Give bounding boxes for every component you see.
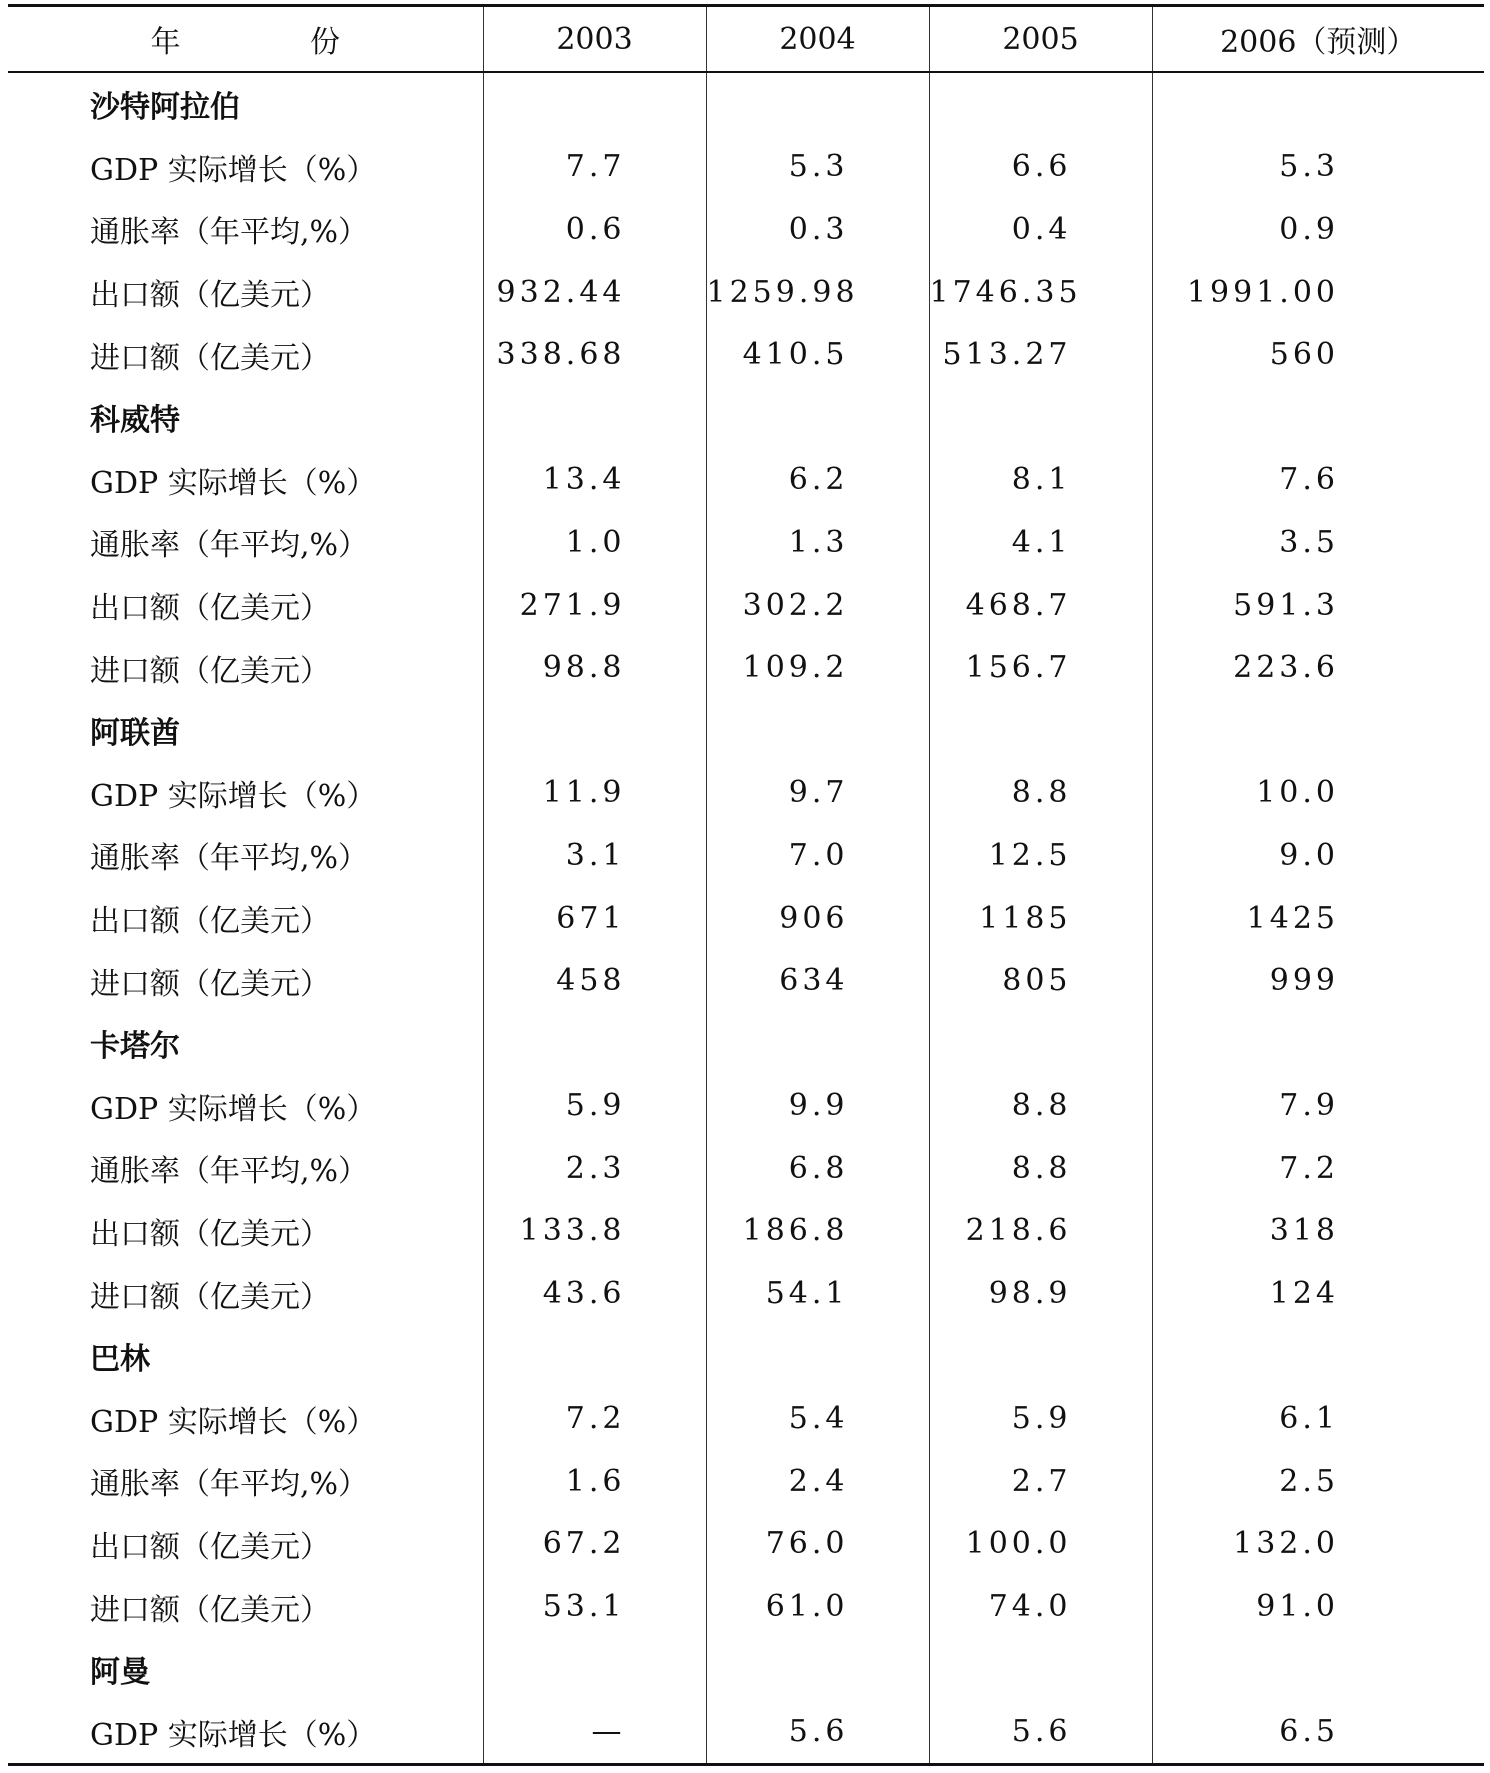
cell-value: 1.0 xyxy=(565,524,626,560)
indicator-label: 进口额（亿美元） xyxy=(90,1592,330,1628)
empty-cell xyxy=(706,72,929,136)
indicator-label: 出口额（亿美元） xyxy=(90,1216,330,1252)
value-cell xyxy=(1152,824,1484,887)
table-row xyxy=(8,574,1484,637)
cell-value: 6.1 xyxy=(1279,1401,1339,1437)
cell-value: 1185 xyxy=(979,900,1072,936)
value-cell xyxy=(483,1387,706,1450)
cell-value: 74.0 xyxy=(988,1589,1072,1625)
empty-cell xyxy=(483,386,706,449)
value-cell xyxy=(1152,1387,1484,1450)
value-cell xyxy=(929,136,1152,199)
value-cell xyxy=(706,636,929,699)
value-cell xyxy=(929,1513,1152,1576)
header-year-2004: 2004 xyxy=(706,6,929,73)
value-cell xyxy=(706,323,929,386)
cell-value: 9.9 xyxy=(788,1088,849,1124)
country-row xyxy=(8,699,1484,762)
indicator-label: 进口额（亿美元） xyxy=(90,653,330,689)
cell-value: 8.8 xyxy=(1011,1150,1072,1186)
value-cell xyxy=(483,1075,706,1138)
value-cell xyxy=(1152,949,1484,1012)
empty-cell xyxy=(483,699,706,762)
table-row xyxy=(8,824,1484,887)
cell-value: 13.4 xyxy=(542,462,626,498)
indicator-label: 通胀率（年平均,%） xyxy=(90,528,369,564)
value-cell xyxy=(483,323,706,386)
cell-value: 6.2 xyxy=(788,462,849,498)
cell-value: 302.2 xyxy=(742,587,849,623)
value-cell xyxy=(706,261,929,324)
cell-value: 1991.00 xyxy=(1186,274,1339,310)
empty-cell xyxy=(929,1325,1152,1388)
value-cell xyxy=(929,1450,1152,1513)
value-cell xyxy=(1152,198,1484,261)
cell-value: 1.6 xyxy=(565,1463,626,1499)
indicator-label: GDP 实际增长（%） xyxy=(8,1700,483,1764)
empty-cell xyxy=(929,386,1152,449)
value-cell xyxy=(483,1513,706,1576)
value-cell xyxy=(1152,1575,1484,1638)
table-row xyxy=(8,136,1484,199)
table-row xyxy=(8,449,1484,512)
cell-value: 468.7 xyxy=(965,587,1072,623)
header-year-label: 年 份 xyxy=(8,6,483,73)
cell-value: 5.6 xyxy=(788,1714,849,1750)
empty-cell xyxy=(706,699,929,762)
cell-value: 2.7 xyxy=(1011,1463,1072,1499)
empty-cell xyxy=(1152,1325,1484,1388)
cell-value: 7.6 xyxy=(1279,462,1339,498)
cell-value: 8.1 xyxy=(1011,462,1072,498)
indicator-label: GDP 实际增长（%） xyxy=(90,778,377,814)
value-cell xyxy=(483,636,706,699)
value-cell xyxy=(483,1200,706,1263)
cell-value: 3.1 xyxy=(565,837,626,873)
empty-cell xyxy=(1152,72,1484,136)
value-cell xyxy=(483,574,706,637)
cell-value: 999 xyxy=(1269,963,1339,999)
empty-cell xyxy=(706,1325,929,1388)
cell-value: 109.2 xyxy=(742,650,849,686)
value-cell xyxy=(706,1513,929,1576)
value-cell xyxy=(706,1200,929,1263)
cell-value: 0.9 xyxy=(1279,211,1339,247)
value-cell xyxy=(1152,1262,1484,1325)
empty-cell xyxy=(1152,1012,1484,1075)
cell-value: 7.2 xyxy=(565,1401,626,1437)
value-cell xyxy=(1152,1513,1484,1576)
indicator-label: 通胀率（年平均,%） xyxy=(90,1467,369,1503)
cell-value: 10.0 xyxy=(1256,775,1339,811)
value-cell xyxy=(483,949,706,1012)
value-cell xyxy=(483,198,706,261)
value-cell xyxy=(706,887,929,950)
table-row xyxy=(8,511,1484,574)
value-cell xyxy=(1152,323,1484,386)
value-cell xyxy=(483,261,706,324)
country-row xyxy=(8,386,1484,449)
value-cell xyxy=(483,1450,706,1513)
value-cell xyxy=(929,1137,1152,1200)
table-row xyxy=(8,1575,1484,1638)
value-cell xyxy=(706,1700,929,1764)
value-cell xyxy=(929,261,1152,324)
value-cell xyxy=(929,1075,1152,1138)
empty-cell xyxy=(929,72,1152,136)
indicator-label: GDP 实际增长（%） xyxy=(90,152,377,188)
cell-value: 560 xyxy=(1269,337,1339,373)
cell-value: 1259.98 xyxy=(706,274,859,310)
header-year-2003: 2003 xyxy=(483,6,706,73)
empty-cell xyxy=(483,1012,706,1075)
header-row xyxy=(8,6,1484,73)
indicator-label: 通胀率（年平均,%） xyxy=(90,841,369,877)
cell-value: 1.3 xyxy=(788,524,849,560)
value-cell xyxy=(1152,449,1484,512)
empty-cell xyxy=(1152,1638,1484,1701)
value-cell xyxy=(929,574,1152,637)
country-name: 卡塔尔 xyxy=(90,1029,180,1065)
indicator-label: GDP 实际增长（%） xyxy=(90,1404,377,1440)
cell-value: 410.5 xyxy=(742,337,849,373)
indicator-label: 出口额（亿美元） xyxy=(90,591,330,627)
table-row xyxy=(8,1513,1484,1576)
empty-cell xyxy=(483,1638,706,1701)
cell-value: 458 xyxy=(556,963,626,999)
value-cell xyxy=(929,449,1152,512)
value-cell xyxy=(483,762,706,825)
value-cell xyxy=(706,762,929,825)
table-row xyxy=(8,1450,1484,1513)
cell-value: 5.3 xyxy=(1279,149,1339,185)
empty-cell xyxy=(706,386,929,449)
cell-value: 1425 xyxy=(1246,900,1339,936)
value-cell xyxy=(483,824,706,887)
value-cell xyxy=(706,1075,929,1138)
country-name: 巴林 xyxy=(90,1342,150,1378)
empty-cell xyxy=(929,1012,1152,1075)
value-cell xyxy=(929,1575,1152,1638)
table-row xyxy=(8,1200,1484,1263)
table-row xyxy=(8,949,1484,1012)
cell-value: 53.1 xyxy=(542,1589,626,1625)
value-cell xyxy=(706,136,929,199)
cell-value: 7.7 xyxy=(565,149,626,185)
value-cell xyxy=(483,887,706,950)
cell-value: 9.0 xyxy=(1279,837,1339,873)
value-cell xyxy=(483,511,706,574)
cell-value: 91.0 xyxy=(1256,1589,1339,1625)
table-row xyxy=(8,1700,1484,1764)
cell-value: 932.44 xyxy=(496,274,626,310)
value-cell xyxy=(1152,636,1484,699)
cell-value: 5.9 xyxy=(565,1088,626,1124)
country-name: 科威特 xyxy=(90,403,180,439)
empty-cell xyxy=(929,1638,1152,1701)
country-row xyxy=(8,72,1484,136)
cell-value: 54.1 xyxy=(765,1276,849,1312)
cell-value: 591.3 xyxy=(1233,587,1339,623)
country-row xyxy=(8,1012,1484,1075)
indicator-label: 出口额（亿美元） xyxy=(90,904,330,940)
value-cell xyxy=(929,824,1152,887)
value-cell xyxy=(483,449,706,512)
value-cell xyxy=(706,511,929,574)
cell-value: 124 xyxy=(1269,1276,1339,1312)
value-cell xyxy=(483,1262,706,1325)
indicator-label: 出口额（亿美元） xyxy=(90,278,330,314)
cell-value: 805 xyxy=(1002,963,1072,999)
value-cell xyxy=(929,887,1152,950)
cell-value: 156.7 xyxy=(965,650,1072,686)
cell-value: 0.3 xyxy=(788,211,849,247)
cell-value: 671 xyxy=(556,900,626,936)
value-cell xyxy=(706,574,929,637)
value-cell xyxy=(706,949,929,1012)
cell-value: 0.4 xyxy=(1011,211,1072,247)
cell-value: 0.6 xyxy=(565,211,626,247)
indicator-label: 出口额（亿美元） xyxy=(90,1529,330,1565)
country-row xyxy=(8,1325,1484,1388)
value-cell xyxy=(1152,1700,1484,1764)
country-name: 沙特阿拉伯 xyxy=(90,90,240,126)
table-body xyxy=(8,72,1484,1765)
value-cell xyxy=(929,1700,1152,1764)
cell-value: 132.0 xyxy=(1233,1526,1339,1562)
value-cell xyxy=(1152,887,1484,950)
cell-value: 7.9 xyxy=(1279,1088,1339,1124)
empty-cell xyxy=(706,1012,929,1075)
value-cell xyxy=(929,1387,1152,1450)
table-row xyxy=(8,1137,1484,1200)
value-cell xyxy=(706,449,929,512)
cell-value: 2.5 xyxy=(1279,1463,1339,1499)
cell-value: 271.9 xyxy=(519,587,626,623)
cell-value: 5.4 xyxy=(788,1401,849,1437)
cell-value: 98.9 xyxy=(988,1276,1072,1312)
cell-value: 7.0 xyxy=(788,837,849,873)
value-cell xyxy=(929,1262,1152,1325)
value-cell xyxy=(706,1262,929,1325)
indicator-label: GDP 实际增长（%） xyxy=(90,1091,377,1127)
value-cell xyxy=(1152,136,1484,199)
country-row xyxy=(8,1638,1484,1701)
cell-value: 67.2 xyxy=(542,1526,626,1562)
country-name: 阿联酋 xyxy=(90,716,180,752)
cell-value: 1746.35 xyxy=(929,274,1082,310)
table-row xyxy=(8,198,1484,261)
cell-value: 223.6 xyxy=(1233,650,1339,686)
table-row xyxy=(8,762,1484,825)
indicator-label: 通胀率（年平均,%） xyxy=(90,215,369,251)
indicator-label: 通胀率（年平均,%） xyxy=(90,1154,369,1190)
value-cell xyxy=(929,636,1152,699)
cell-value: 61.0 xyxy=(765,1589,849,1625)
cell-value: 318 xyxy=(1269,1213,1339,1249)
value-cell xyxy=(1152,261,1484,324)
cell-value: 634 xyxy=(779,963,849,999)
table-row xyxy=(8,636,1484,699)
empty-cell xyxy=(483,72,706,136)
value-cell xyxy=(1152,574,1484,637)
cell-value: 5.6 xyxy=(1011,1714,1072,1750)
value-cell xyxy=(929,949,1152,1012)
cell-value: 3.5 xyxy=(1279,524,1339,560)
value-cell xyxy=(706,1450,929,1513)
cell-value: 338.68 xyxy=(496,337,626,373)
indicator-label: 进口额（亿美元） xyxy=(90,1279,330,1315)
value-cell xyxy=(1152,1200,1484,1263)
empty-cell xyxy=(483,1325,706,1388)
cell-value: 2.4 xyxy=(788,1463,849,1499)
indicator-label: 进口额（亿美元） xyxy=(90,340,330,376)
cell-value: 4.1 xyxy=(1011,524,1072,560)
value-cell xyxy=(929,762,1152,825)
cell-value: 6.5 xyxy=(1279,1714,1339,1750)
value-cell xyxy=(1152,511,1484,574)
empty-cell xyxy=(1152,699,1484,762)
value-cell xyxy=(483,1575,706,1638)
value-cell xyxy=(929,198,1152,261)
cell-value: 6.6 xyxy=(1011,149,1072,185)
cell-value: 186.8 xyxy=(742,1213,849,1249)
value-cell xyxy=(929,1200,1152,1263)
value-cell xyxy=(1152,1450,1484,1513)
value-cell xyxy=(706,1387,929,1450)
value-cell xyxy=(929,511,1152,574)
empty-cell xyxy=(706,1638,929,1701)
cell-value: 8.8 xyxy=(1011,775,1072,811)
table-row xyxy=(8,323,1484,386)
cell-value: 218.6 xyxy=(965,1213,1072,1249)
cell-value: 43.6 xyxy=(542,1276,626,1312)
header-year-2005: 2005 xyxy=(929,6,1152,73)
value-cell xyxy=(706,198,929,261)
cell-value: 100.0 xyxy=(965,1526,1072,1562)
cell-value: 8.8 xyxy=(1011,1088,1072,1124)
table-row xyxy=(8,1075,1484,1138)
cell-value: 98.8 xyxy=(542,650,626,686)
value-cell xyxy=(706,1575,929,1638)
economic-indicators-table xyxy=(8,4,1484,1766)
cell-value: 5.9 xyxy=(1011,1401,1072,1437)
value-cell xyxy=(706,824,929,887)
cell-value: 2.3 xyxy=(565,1150,626,1186)
value-cell xyxy=(483,1137,706,1200)
value-cell xyxy=(929,323,1152,386)
header-year-2006-forecast: 2006（预测） xyxy=(1152,6,1484,73)
indicator-label: 进口额（亿美元） xyxy=(90,966,330,1002)
cell-value: 906 xyxy=(779,900,849,936)
cell-value: 6.8 xyxy=(788,1150,849,1186)
cell-value: 5.3 xyxy=(788,149,849,185)
cell-value: 76.0 xyxy=(765,1526,849,1562)
value-cell xyxy=(1152,1137,1484,1200)
value-cell xyxy=(1152,1075,1484,1138)
value-cell xyxy=(1152,762,1484,825)
table-row xyxy=(8,261,1484,324)
value-cell xyxy=(483,1700,706,1764)
table-row xyxy=(8,1262,1484,1325)
value-cell xyxy=(483,136,706,199)
cell-value: 9.7 xyxy=(788,775,849,811)
indicator-label: GDP 实际增长（%） xyxy=(90,465,377,501)
empty-cell xyxy=(1152,386,1484,449)
cell-value: — xyxy=(591,1714,626,1750)
cell-value: 133.8 xyxy=(519,1213,626,1249)
cell-value: 513.27 xyxy=(942,337,1072,373)
empty-cell xyxy=(929,699,1152,762)
cell-value: 7.2 xyxy=(1279,1150,1339,1186)
table-row xyxy=(8,887,1484,950)
table-row xyxy=(8,1387,1484,1450)
cell-value: 12.5 xyxy=(988,837,1072,873)
data-table-container xyxy=(8,4,1484,1766)
cell-value: 11.9 xyxy=(542,775,626,811)
country-name: 阿曼 xyxy=(90,1655,150,1691)
value-cell xyxy=(706,1137,929,1200)
